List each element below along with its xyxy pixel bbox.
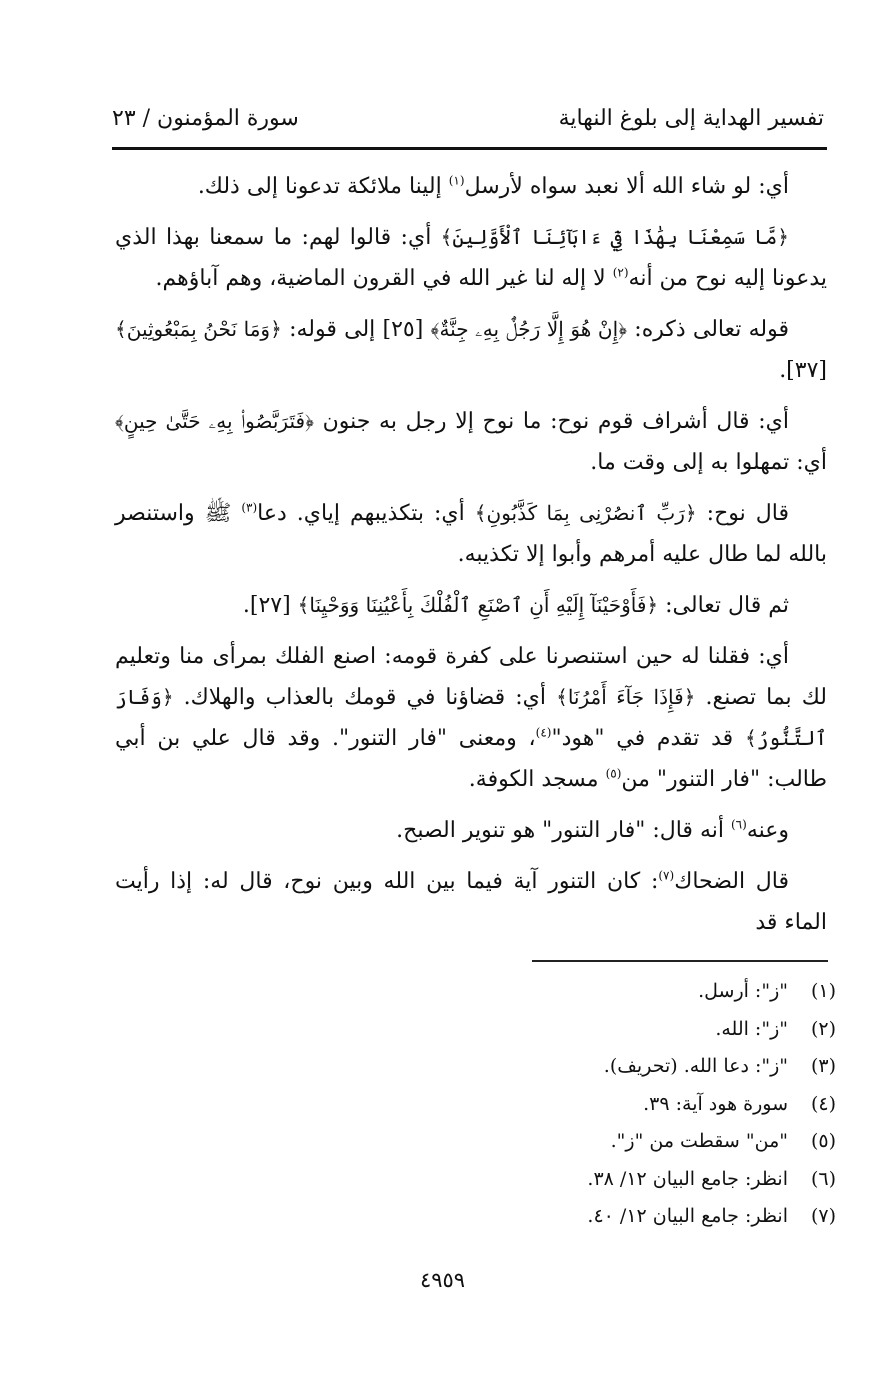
footnote <box>300 1130 836 1168</box>
paragraph: قال الضحاك$^{(٧)}$: كان التنور آية فيما بين الله وبين نوح، قال له: إذا رأيت الماء قد <box>115 868 827 935</box>
quran-verse: ﴿وَمَا نَحْنُ بِمَبْعُوثِينَ﴾ <box>115 317 282 341</box>
footnote-number: (٣) <box>810 1055 836 1077</box>
quran-verse: ﴿فَتَرَبَّصُوا۟ بِهِۦ حَتَّىٰ حِينٍ﴾ <box>115 409 314 433</box>
paragraph: أي: فقلنا له حين استنصرنا على كفرة قومه: اصنع الفلك بمرأى منا وتعليم لك بما تصنع. ﴿فَإِذَا جَآءَ أَمْرُنَا﴾ أي: قضاؤنا في قومك بالعذاب والهلاك. ﴿وَفَارَ ٱلتَّنُّورُ﴾ قد تقدم في "هود"$^{(٤)}$، ومعنى "فار التنور". وقد قال علي بن أبي طالب: "فار التنور" من$^{(٥)}$ مسجد الكوفة. <box>115 644 827 792</box>
footnote-marker: (٣) <box>241 500 258 515</box>
footnote-number: (٥) <box>810 1130 836 1152</box>
footnote <box>300 1093 836 1131</box>
paragraph: أي: قال أشراف قوم نوح: ما نوح إلا رجل به جنون ﴿فَتَرَبَّصُوا۟ بِهِۦ حَتَّىٰ حِينٍ﴾ أي: تمهلوا به إلى وقت ما. <box>115 409 827 475</box>
paragraph: وعنه$^{(٦)}$ أنه قال: "فار التنور" هو تنوير الصبح. <box>396 817 789 843</box>
paragraph: قوله تعالى ذكره: ﴿إِنْ هُوَ إِلَّا رَجُلٌۢ بِهِۦ جِنَّةٌ﴾ [٢٥] إلى قوله: ﴿وَمَا نَحْنُ بِمَبْعُوثِينَ﴾ [٣٧]. <box>115 317 827 383</box>
footnote-marker: (٧) <box>658 868 675 883</box>
main-text <box>115 166 827 953</box>
book-title: تفسير الهداية إلى بلوغ النهاية <box>558 106 824 131</box>
footnote-number: (١) <box>810 980 836 1002</box>
quran-verse: ﴿فَإِذَا جَآءَ أَمْرُنَا﴾ <box>556 685 696 709</box>
footnote <box>300 1055 836 1093</box>
page-number: ٤٩٥٩ <box>419 1268 466 1292</box>
paragraph: قال نوح: ﴿رَبِّ ٱنصُرْنِى بِمَا كَذَّبُونِ﴾ أي: بتكذيبهم إياي. دعا$^{(٣)}$ ﷺ واستنصر بالله لما طال عليه أمرهم وأبوا إلا تكذيبه. <box>115 500 827 567</box>
footnote-marker: (١) <box>448 173 465 188</box>
footnote-text: انظر: جامع البيان ١٢/ ٣٨. <box>587 1167 788 1190</box>
footnote-text: سورة هود آية: ٣٩. <box>643 1092 788 1115</box>
footnote-number: (٤) <box>810 1092 836 1115</box>
quran-verse: ﴿مَّا سَمِعْنَا بِهَٰذَا فِيٓ ءَابَآئِنَا ٱلْأَوَّلِينَ﴾ <box>440 225 789 249</box>
quran-verse: ﴿رَبِّ ٱنصُرْنِى بِمَا كَذَّبُونِ﴾ <box>474 501 697 525</box>
footnote-text: "ز": أرسل. <box>698 980 788 1002</box>
surah-label: سورة المؤمنون / ٢٣ <box>112 106 299 131</box>
footnote-marker: (٤) <box>535 725 552 740</box>
footnote-marker: (٢) <box>612 265 629 280</box>
footnote <box>300 1205 836 1243</box>
footnote-number: (٧) <box>810 1205 836 1227</box>
quran-verse: ﴿إِنْ هُوَ إِلَّا رَجُلٌۢ بِهِۦ جِنَّةٌ﴾ <box>430 317 628 341</box>
quran-verse: ﴿وَفَارَ ٱلتَّنُّورُ﴾ <box>115 685 827 750</box>
paragraph: ثم قال تعالى: ﴿فَأَوْحَيْنَآ إِلَيْهِ أَنِ ٱصْنَعِ ٱلْفُلْكَ بِأَعْيُنِنَا وَوَحْيِنَا﴾ [٢٧]. <box>242 593 789 618</box>
paragraph: أي: لو شاء الله ألا نعبد سواه لأرسل$^{(١)}$ إلينا ملائكة تدعونا إلى ذلك. <box>197 173 789 199</box>
running-header <box>112 106 824 146</box>
quran-verse: ﴿فَأَوْحَيْنَآ إِلَيْهِ أَنِ ٱصْنَعِ ٱلْفُلْكَ بِأَعْيُنِنَا وَوَحْيِنَا﴾ <box>297 593 659 617</box>
footnote <box>300 1168 836 1206</box>
footnote-text: "ز": دعا الله. (تحريف). <box>603 1055 788 1077</box>
footnote <box>300 980 836 1018</box>
footnote-text: "ز": الله. <box>715 1017 788 1040</box>
footnote-text: انظر: جامع البيان ١٢/ ٤٠. <box>587 1205 788 1227</box>
paragraph: ﴿مَّا سَمِعْنَا بِهَٰذَا فِيٓ ءَابَآئِنَا ٱلْأَوَّلِينَ﴾ أي: قالوا لهم: ما سمعنا بهذا الذي يدعونا إليه نوح من أنه$^{(٢)}$ لا إله لنا غير الله في القرون الماضية، وهم آباؤهم. <box>115 225 827 291</box>
footnote-marker: (٦) <box>730 817 747 832</box>
footnote-text: "من" سقطت من "ز". <box>610 1130 788 1152</box>
footnote-number: (٢) <box>810 1017 836 1040</box>
footnote-separator <box>532 960 828 962</box>
footnotes <box>300 980 836 1243</box>
footnote-number: (٦) <box>810 1167 836 1190</box>
footnote-marker: (٥) <box>605 766 622 781</box>
header-rule <box>112 147 827 150</box>
footnote <box>300 1018 836 1056</box>
